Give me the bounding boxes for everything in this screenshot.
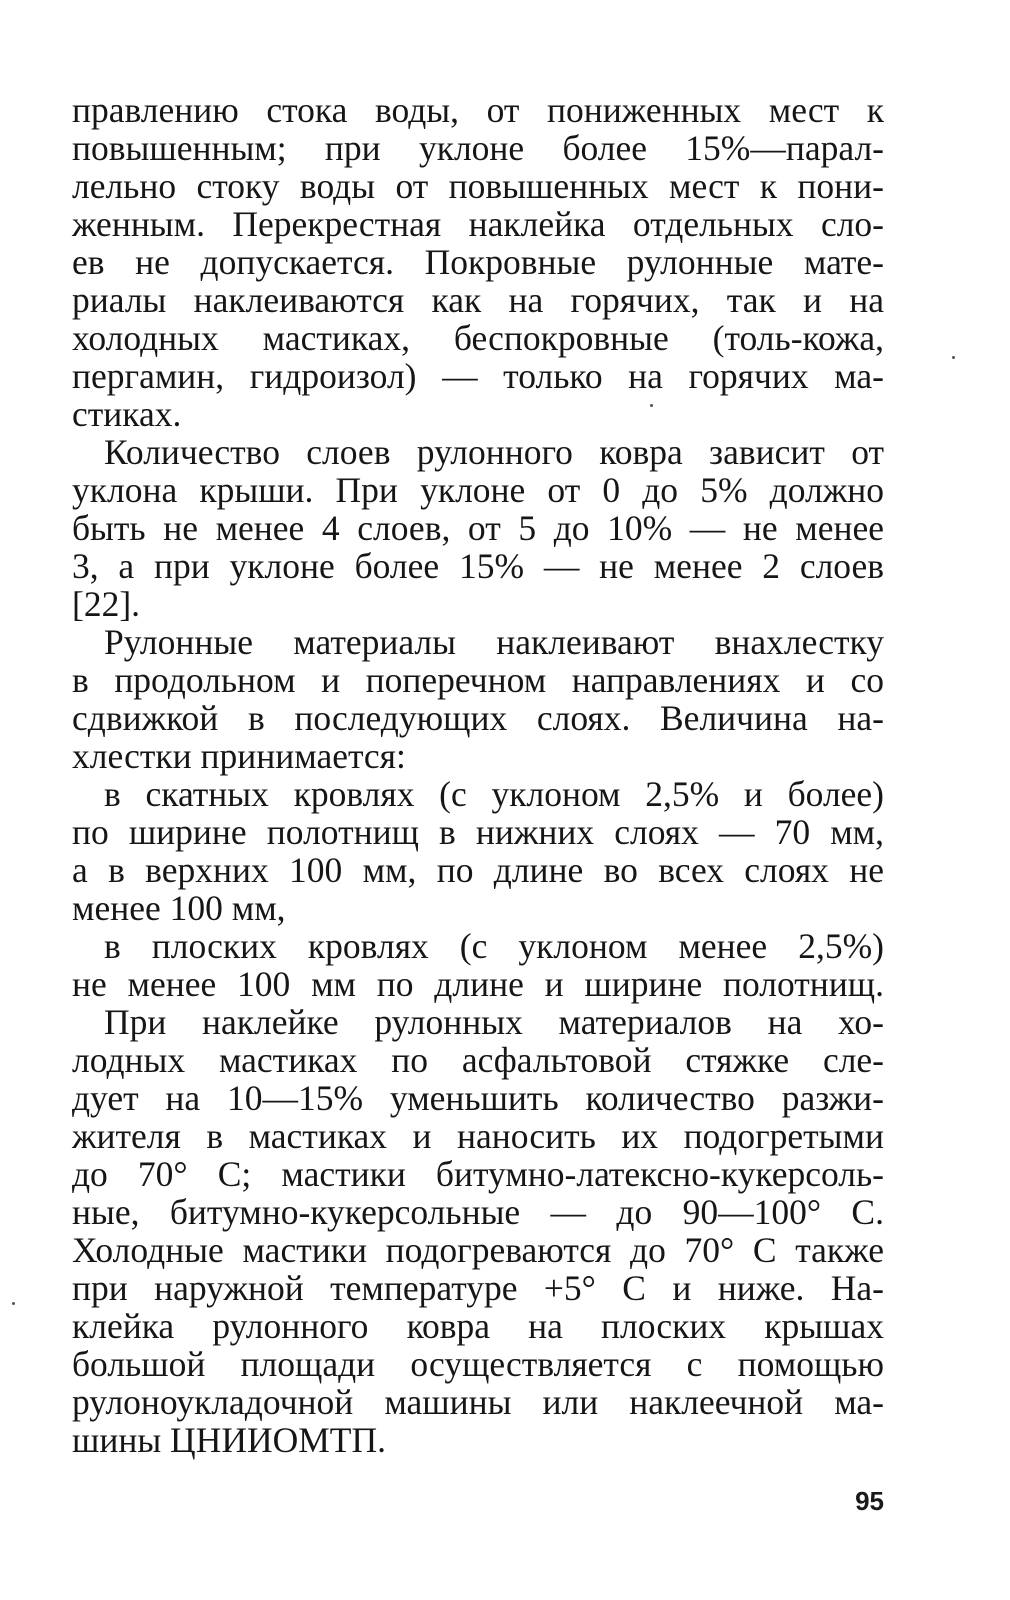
text-line: 3, а при уклоне более 15% — не менее 2 слоев bbox=[72, 546, 884, 586]
text-line: Холодные мастики подогреваются до 70° С также bbox=[72, 1230, 884, 1270]
print-speck bbox=[650, 404, 653, 407]
print-speck bbox=[12, 1302, 15, 1305]
text-line: не менее 100 мм по длине и ширине полотнищ. bbox=[72, 964, 884, 1004]
text-line: дует на 10—15% уменьшить количество разжи- bbox=[72, 1078, 884, 1118]
paragraph-first-line: в плоских кровлях (с уклоном менее 2,5%) bbox=[104, 926, 884, 966]
print-speck bbox=[952, 356, 955, 359]
text-line: стиках. bbox=[72, 394, 182, 434]
text-body bbox=[72, 88, 884, 1548]
paragraph-first-line: Количество слоев рулонного ковра зависит от bbox=[104, 432, 884, 472]
text-line: лельно стоку воды от повышенных мест к пони- bbox=[72, 166, 884, 206]
text-line: женным. Перекрестная наклейка отдельных сло- bbox=[72, 204, 884, 244]
text-line: хлестки принимается: bbox=[72, 736, 406, 776]
text-line: до 70° С; мастики битумно-латексно-кукерсоль- bbox=[72, 1154, 884, 1194]
paragraph-first-line: При наклейке рулонных материалов на хо- bbox=[104, 1002, 884, 1042]
paragraph-first-line: Рулонные материалы наклеивают внахлестку bbox=[104, 622, 884, 662]
text-line: риалы наклеиваются как на горячих, так и на bbox=[72, 280, 884, 320]
text-line: быть не менее 4 слоев, от 5 до 10% — не менее bbox=[72, 508, 884, 548]
paragraph-first-line: в скатных кровлях (с уклоном 2,5% и более) bbox=[104, 774, 884, 814]
page-number: 95 bbox=[855, 1486, 884, 1516]
text-line: при наружной температуре +5° С и ниже. На- bbox=[72, 1268, 884, 1308]
text-line: уклона крыши. При уклоне от 0 до 5% должно bbox=[72, 470, 884, 510]
text-line: клейка рулонного ковра на плоских крышах bbox=[72, 1306, 884, 1346]
text-line: сдвижкой в последующих слоях. Величина на- bbox=[72, 698, 884, 738]
text-line: шины ЦНИИОМТП. bbox=[72, 1420, 387, 1460]
text-line: менее 100 мм, bbox=[72, 888, 286, 928]
text-line: правлению стока воды, от пониженных мест к bbox=[72, 90, 884, 130]
text-line: повышенным; при уклоне более 15%—парал- bbox=[72, 128, 884, 168]
text-line: а в верхних 100 мм, по длине во всех слоях не bbox=[72, 850, 884, 890]
text-line: [22]. bbox=[72, 584, 141, 624]
text-line: жителя в мастиках и наносить их подогретыми bbox=[72, 1116, 884, 1156]
text-line: в продольном и поперечном направлениях и со bbox=[72, 660, 884, 700]
text-line: большой площади осуществляется с помощью bbox=[72, 1344, 884, 1384]
text-line: ные, битумно-кукерсольные — до 90—100° С. bbox=[72, 1192, 884, 1232]
text-line: холодных мастиках, беспокровные (толь-кожа, bbox=[72, 318, 884, 358]
text-line: пергамин, гидроизол) — только на горячих ма- bbox=[72, 356, 884, 396]
text-line: лодных мастиках по асфальтовой стяжке сле- bbox=[72, 1040, 884, 1080]
text-line: по ширине полотнищ в нижних слоях — 70 мм, bbox=[72, 812, 884, 852]
text-line: ев не допускается. Покровные рулонные мате- bbox=[72, 242, 884, 282]
text-line: рулоноукладочной машины или наклеечной ма- bbox=[72, 1382, 884, 1422]
